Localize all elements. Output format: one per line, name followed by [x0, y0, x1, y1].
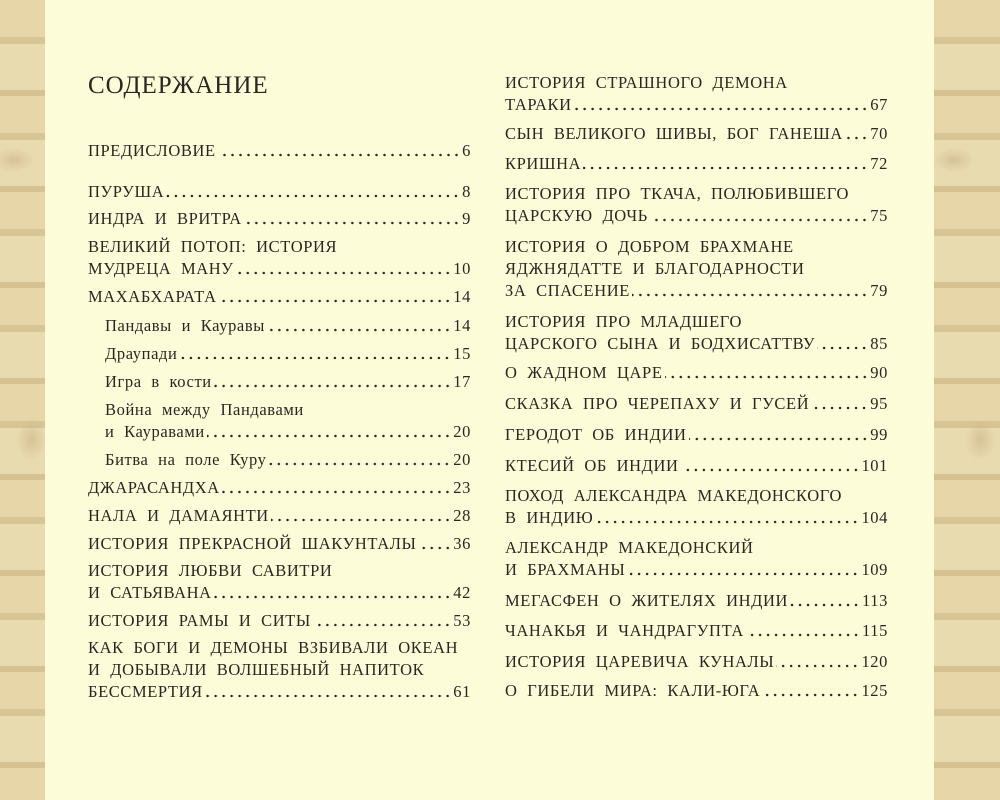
toc-entry-last-line [88, 533, 471, 555]
dot-leader [207, 434, 451, 438]
dot-leader [214, 384, 452, 388]
toc-entry-title: И САТЬЯВАНА [88, 583, 212, 602]
toc-entry-title: КТЕСИЙ ОБ ИНДИИ [505, 456, 679, 475]
toc-entry-title: Игра в кости [105, 372, 212, 391]
toc-entry-last-line [505, 362, 888, 384]
toc-entry-page-number: 104 [861, 508, 888, 527]
toc-entry-title-line: ИСТОРИЯ ЛЮБВИ САВИТРИ [88, 561, 333, 580]
toc-entry-page-number: 85 [870, 334, 888, 353]
toc-entry[interactable] [88, 610, 471, 632]
toc-entry-title: О ЖАДНОМ ЦАРЕ [505, 363, 663, 382]
toc-entry-title: ТАРАКИ [505, 95, 572, 114]
page-title: СОДЕРЖАНИЕ [88, 72, 269, 99]
toc-entry-last-line [88, 505, 471, 527]
toc-entry-page-number: 14 [453, 287, 471, 306]
toc-entry-last-line [88, 181, 471, 203]
toc-entry[interactable] [105, 399, 471, 443]
toc-entry-title: ЦАРСКУЮ ДОЧЬ [505, 206, 648, 225]
toc-entry-last-line [505, 455, 888, 477]
toc-entry-title-line: КАК БОГИ И ДЕМОНЫ ВЗБИВАЛИ ОКЕАН [88, 638, 459, 657]
dot-leader [271, 518, 452, 522]
dot-leader [790, 603, 860, 607]
dot-leader [845, 136, 868, 140]
dot-leader [219, 299, 452, 303]
toc-entry-last-line [505, 333, 888, 355]
toc-entry[interactable] [505, 424, 888, 446]
toc-entry-page-number: 70 [870, 124, 888, 143]
toc-entry-last-line [105, 343, 471, 365]
toc-entry-title: ИСТОРИЯ РАМЫ И СИТЫ [88, 611, 311, 630]
toc-entry-last-line [505, 280, 888, 302]
decorative-carving-left [0, 0, 45, 800]
toc-entry-title: ПРЕДИСЛОВИЕ [88, 141, 216, 160]
dot-leader [267, 328, 451, 332]
toc-entry-last-line [505, 680, 888, 702]
toc-entry-page-number: 20 [453, 450, 471, 469]
toc-entry-title-line: ВЕЛИКИЙ ПОТОП: ИСТОРИЯ [88, 237, 338, 256]
toc-entry-page-number: 115 [862, 621, 888, 640]
toc-entry-last-line [88, 681, 471, 703]
toc-entry[interactable] [88, 286, 471, 308]
toc-entry-title: ЧАНАКЬЯ И ЧАНДРАГУПТА [505, 621, 744, 640]
toc-entry-last-line [88, 477, 471, 499]
toc-entry-page-number: 90 [870, 363, 888, 382]
toc-entry-title: МАХАБХАРАТА [88, 287, 217, 306]
dot-leader [627, 572, 859, 576]
toc-entry-title: МУДРЕЦА МАНУ [88, 259, 234, 278]
toc-entry[interactable] [88, 181, 471, 203]
toc-entry-title: Драупади [105, 344, 178, 363]
decorative-carving-right [934, 0, 1000, 800]
dot-leader [689, 437, 869, 441]
toc-entry-title: О ГИБЕЛИ МИРА: КАЛИ-ЮГА [505, 681, 761, 700]
toc-entry-title: ДЖАРАСАНДХА [88, 478, 220, 497]
toc-entry[interactable] [105, 371, 471, 393]
dot-leader [681, 468, 860, 472]
toc-entry-page-number: 61 [453, 682, 471, 701]
dot-leader [665, 375, 869, 379]
toc-entry-title-line: Война между Пандавами [105, 400, 304, 419]
toc-entry-last-line [105, 315, 471, 337]
toc-entry[interactable] [505, 153, 888, 175]
toc-entry[interactable] [505, 362, 888, 384]
toc-entry-page-number: 53 [453, 611, 471, 630]
toc-entry-title: ЗА СПАСЕНИЕ [505, 281, 630, 300]
dot-leader [244, 221, 460, 225]
toc-entry-page-number: 8 [462, 182, 471, 201]
toc-entry-title: ЦАРСКОГО СЫНА И БОДХИСАТТВУ [505, 334, 816, 353]
toc-entry-last-line [505, 123, 888, 145]
toc-entry-last-line [105, 449, 471, 471]
toc-entry[interactable] [88, 637, 471, 703]
toc-entry-last-line [505, 205, 888, 227]
toc-entry-last-line [505, 94, 888, 116]
toc-entry-last-line [105, 421, 471, 443]
toc-entry-page-number: 10 [453, 259, 471, 278]
toc-entry-page-number: 42 [453, 583, 471, 602]
toc-entry-title-line: ИСТОРИЯ СТРАШНОГО ДЕМОНА [505, 73, 788, 92]
toc-entry-page-number: 99 [870, 425, 888, 444]
toc-entry-page-number: 109 [861, 560, 888, 579]
toc-entry-title-line: АЛЕКСАНДР МАКЕДОНСКИЙ [505, 538, 754, 557]
toc-entry[interactable] [505, 311, 888, 355]
dot-leader [236, 271, 452, 275]
toc-entry-title: МЕГАСФЕН О ЖИТЕЛЯХ ИНДИИ [505, 591, 788, 610]
toc-entry[interactable] [88, 533, 471, 555]
dot-leader [817, 346, 868, 350]
toc-entry[interactable] [88, 236, 471, 280]
toc-entry-title: Пандавы и Кауравы [105, 316, 265, 335]
toc-entry-page-number: 14 [453, 316, 471, 335]
toc-entry-title: и Кауравами [105, 422, 205, 441]
dot-leader [419, 546, 452, 550]
toc-entry-last-line [88, 140, 471, 162]
toc-entry-title-line: ИСТОРИЯ О ДОБРОМ БРАХМАНЕ [505, 237, 794, 256]
toc-entry-page-number: 75 [870, 206, 888, 225]
toc-entry[interactable] [105, 449, 471, 471]
toc-entry[interactable] [88, 560, 471, 604]
toc-entry-title: БЕССМЕРТИЯ [88, 682, 203, 701]
dot-leader [632, 293, 868, 297]
toc-entry-last-line [88, 582, 471, 604]
toc-entry-title: НАЛА И ДАМАЯНТИ [88, 506, 269, 525]
toc-entry-last-line [505, 559, 888, 581]
toc-entry[interactable] [505, 123, 888, 145]
toc-entry-title-line: ИСТОРИЯ ПРО МЛАДШЕГО [505, 312, 743, 331]
dot-leader [650, 218, 868, 222]
toc-entry-page-number: 17 [453, 372, 471, 391]
toc-entry[interactable] [88, 477, 471, 499]
toc-entry-last-line [88, 208, 471, 230]
toc-entry-page-number: 67 [870, 95, 888, 114]
toc-entry-title: Битва на поле Куру [105, 450, 267, 469]
toc-entry[interactable] [505, 393, 888, 415]
toc-entry-page-number: 125 [861, 681, 888, 700]
toc-entry-title: И БРАХМАНЫ [505, 560, 626, 579]
toc-entry-last-line [505, 424, 888, 446]
toc-entry-page-number: 72 [870, 154, 888, 173]
toc-entry-page-number: 120 [861, 652, 888, 671]
dot-leader [179, 356, 451, 360]
toc-entry[interactable] [505, 590, 888, 612]
toc-entry[interactable] [105, 315, 471, 337]
dot-leader [776, 664, 859, 668]
dot-leader [746, 633, 860, 637]
toc-entry-page-number: 95 [870, 394, 888, 413]
toc-entry-page-number: 28 [453, 506, 471, 525]
toc-entry-last-line [505, 507, 888, 529]
toc-entry-page-number: 20 [453, 422, 471, 441]
toc-entry-title: КРИШНА [505, 154, 582, 173]
toc-entry-title-line: ЯДЖНЯДАТТЕ И БЛАГОДАРНОСТИ [505, 259, 805, 278]
toc-entry-page-number: 23 [453, 478, 471, 497]
toc-entry-page-number: 6 [462, 141, 471, 160]
dot-leader [762, 693, 859, 697]
toc-entry[interactable] [505, 485, 888, 529]
toc-entry-page-number: 9 [462, 209, 471, 228]
dot-leader [218, 153, 460, 157]
toc-entry[interactable] [88, 140, 471, 162]
toc-entry[interactable] [105, 343, 471, 365]
toc-entry-title: В ИНДИЮ [505, 508, 594, 527]
toc-entry[interactable] [88, 505, 471, 527]
toc-entry-page-number: 36 [453, 534, 471, 553]
dot-leader [214, 595, 452, 599]
toc-entry-page-number: 79 [870, 281, 888, 300]
toc-entry-title: ИСТОРИЯ ПРЕКРАСНОЙ ШАКУНТАЛЫ [88, 534, 417, 553]
dot-leader [205, 694, 452, 698]
toc-entry[interactable] [505, 620, 888, 642]
toc-entry[interactable] [88, 208, 471, 230]
toc-entry-title: ИНДРА И ВРИТРА [88, 209, 242, 228]
toc-entry-page-number: 113 [862, 591, 888, 610]
toc-entry[interactable] [505, 236, 888, 302]
toc-entry[interactable] [505, 651, 888, 673]
dot-leader [222, 490, 451, 494]
toc-entry-title: ИСТОРИЯ ЦАРЕВИЧА КУНАЛЫ [505, 652, 775, 671]
toc-entry-page-number: 101 [861, 456, 888, 475]
toc-entry-title-line: И ДОБЫВАЛИ ВОЛШЕБНЫЙ НАПИТОК [88, 660, 425, 679]
dot-leader [166, 194, 460, 198]
dot-leader [595, 520, 859, 524]
dot-leader [574, 107, 869, 111]
toc-entry-last-line [505, 153, 888, 175]
toc-entry-last-line [105, 371, 471, 393]
toc-entry-last-line [505, 651, 888, 673]
dot-leader [583, 166, 868, 170]
toc-entry-title-line: ИСТОРИЯ ПРО ТКАЧА, ПОЛЮБИВШЕГО [505, 184, 849, 203]
toc-entry-title: СЫН ВЕЛИКОГО ШИВЫ, БОГ ГАНЕША [505, 124, 843, 143]
toc-entry-title: СКАЗКА ПРО ЧЕРЕПАХУ И ГУСЕЙ [505, 394, 810, 413]
toc-entry-title-line: ПОХОД АЛЕКСАНДРА МАКЕДОНСКОГО [505, 486, 842, 505]
toc-entry-title: ПУРУША [88, 182, 165, 201]
toc-entry[interactable] [505, 455, 888, 477]
toc-entry-last-line [505, 393, 888, 415]
toc-entry-last-line [88, 286, 471, 308]
toc-entry-page-number: 15 [453, 344, 471, 363]
toc-entry[interactable] [505, 72, 888, 116]
toc-entry[interactable] [505, 183, 888, 227]
toc-entry-last-line [88, 258, 471, 280]
dot-leader [811, 406, 868, 410]
dot-leader [313, 623, 451, 627]
toc-entry-last-line [88, 610, 471, 632]
toc-entry[interactable] [505, 680, 888, 702]
toc-entry-title: ГЕРОДОТ ОБ ИНДИИ [505, 425, 687, 444]
toc-entry[interactable] [505, 537, 888, 581]
toc-entry-last-line [505, 590, 888, 612]
toc-entry-last-line [505, 620, 888, 642]
dot-leader [268, 462, 451, 466]
